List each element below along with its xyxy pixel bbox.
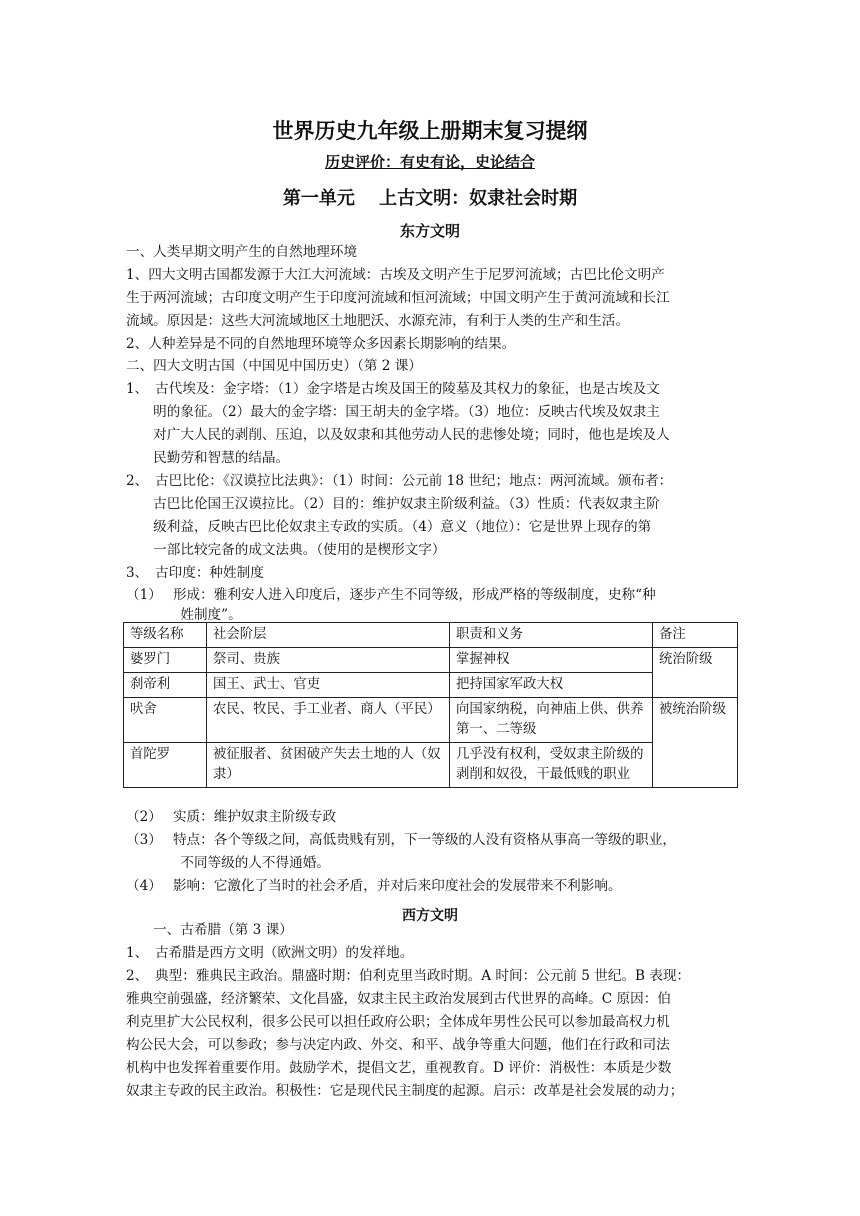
- table-cell: 向国家纳税，向神庙上供、供养第一、二等级: [450, 698, 653, 743]
- table-cell: 农民、牧民、手工业者、商人（平民）: [207, 698, 450, 743]
- page-subtitle: 历史评价：有史有论，史论结合: [324, 153, 535, 171]
- text-line: 1、四大文明古国都发源于大江大河流域：古埃及文明产生于尼罗河流域；古巴比伦文明产: [126, 267, 665, 283]
- text-line: （3） 特点：各个等级之间，高低贵贱有别，下一等级的人没有资格从事高一等级的职业，: [126, 832, 676, 848]
- caste-table: [123, 622, 738, 788]
- table-cell: 掌握神权: [450, 648, 653, 673]
- table-cell: 被统治阶级: [653, 698, 738, 788]
- table-cell: 吠舍: [124, 698, 207, 743]
- text-line: （2） 实质：维护奴隶主阶级专政: [126, 809, 337, 825]
- unit-title: 第一单元 上古文明：奴隶社会时期: [282, 188, 578, 209]
- table-header-row: [124, 623, 738, 648]
- text-line: 级利益，反映古巴比伦奴隶主专政的实质。（4）意义（地位）：它是世界上现存的第: [126, 519, 652, 535]
- text-line: 利克里扩大公民权利，很多公民可以担任政府公职；全体成年男性公民可以参加最高权力机: [126, 1014, 670, 1030]
- table-header: 备注: [653, 623, 738, 648]
- table-row: [124, 743, 738, 788]
- text-line: 一、古希腊（第 3 课）: [126, 922, 293, 938]
- table-row: [124, 673, 738, 698]
- text-line: 雅典空前强盛，经济繁荣、文化昌盛，奴隶主民主政治发展到古代世界的高峰。C 原因：伯: [126, 991, 671, 1007]
- text-line: 生于两河流域；古印度文明产生于印度河流域和恒河流域；中国文明产生于黄河流域和长江: [126, 290, 670, 306]
- table-row: [124, 648, 738, 673]
- text-line: 奴隶主专政的民主政治。积极性：它是现代民主制度的起源。启示：改革是社会发展的动力；: [126, 1083, 684, 1099]
- text-line: 二、四大文明古国（中国见中国历史）（第 2 课）: [126, 358, 422, 374]
- text-line: 不同等级的人不得通婚。: [126, 855, 330, 871]
- text-line: 一、人类早期文明产生的自然地理环境: [126, 244, 358, 260]
- east-heading: 东方文明: [399, 222, 460, 240]
- table-cell: 婆罗门: [124, 648, 207, 673]
- text-line: 一部比较完备的成文法典。（使用的是楔形文字）: [126, 542, 446, 558]
- text-line: 构公民大会，可以参政；参与决定内政、外交、和平、战争等重大问题，他们在行政和司法: [126, 1037, 670, 1053]
- table-row: [124, 698, 738, 743]
- text-line: 1、 古希腊是西方文明（欧洲文明）的发祥地。: [126, 945, 414, 961]
- text-line: 古巴比伦国王汉谟拉比。（2）目的：维护奴隶主阶级利益。（3）性质：代表奴隶主阶: [126, 496, 660, 512]
- table-cell: 把持国家军政大权: [450, 673, 653, 698]
- text-line: 机构中也发挥着重要作用。鼓励学术，提倡文艺，重视教育。D 评价：消极性：本质是少数: [126, 1060, 672, 1076]
- text-line: 3、 古印度：种姓制度: [126, 565, 264, 581]
- text-line: 对广大人民的剥削、压迫，以及奴隶和其他劳动人民的悲惨处境；同时，他也是埃及人: [126, 427, 670, 443]
- table-cell: 祭司、贵族: [207, 648, 450, 673]
- text-line: 民勤劳和智慧的结晶。: [126, 450, 290, 466]
- text-line: （4） 影响：它激化了当时的社会矛盾，并对后来印度社会的发展带来不利影响。: [126, 878, 622, 894]
- table-cell: 刹帝利: [124, 673, 207, 698]
- west-heading: 西方文明: [402, 908, 458, 924]
- text-line: 1、 古代埃及：金字塔：（1）金字塔是古埃及国王的陵墓及其权力的象征，也是古埃及文: [126, 381, 660, 397]
- table-cell: 统治阶级: [653, 648, 738, 698]
- text-line: 流域。原因是：这些大河流域地区土地肥沃、水源充沛，有利于人类的生产和生活。: [126, 313, 629, 329]
- text-line: 2、 古巴比伦：《汉谟拉比法典》：（1）时间：公元前 18 世纪；地点：两河流域。颁布者：: [126, 473, 673, 489]
- table-header: 社会阶层: [207, 623, 450, 648]
- text-line: 2、人种差异是不同的自然地理环境等众多因素长期影响的结果。: [126, 336, 516, 352]
- text-line: 姓制度”。: [126, 607, 242, 623]
- table-header: 职责和义务: [450, 623, 653, 648]
- table-cell: 几乎没有权利，受奴隶主阶级的剥削和奴役，干最低贱的职业: [450, 743, 653, 788]
- table-header: 等级名称: [124, 623, 207, 648]
- text-line: （1） 形成：雅利安人进入印度后，逐步产生不同等级，形成严格的等级制度，史称“种: [126, 587, 656, 603]
- table-cell: 被征服者、贫困破产失去土地的人（奴隶）: [207, 743, 450, 788]
- page-title: 世界历史九年级上册期末复习提纲: [272, 119, 588, 143]
- text-line: 2、 典型：雅典民主政治。鼎盛时期：伯利克里当政时期。A 时间：公元前 5 世纪。B 表现：: [126, 968, 691, 984]
- text-line: 明的象征。（2）最大的金字塔：国王胡夫的金字塔。（3）地位：反映古代埃及奴隶主: [126, 404, 660, 420]
- table-cell: 首陀罗: [124, 743, 207, 788]
- table-cell: 国王、武士、官吏: [207, 673, 450, 698]
